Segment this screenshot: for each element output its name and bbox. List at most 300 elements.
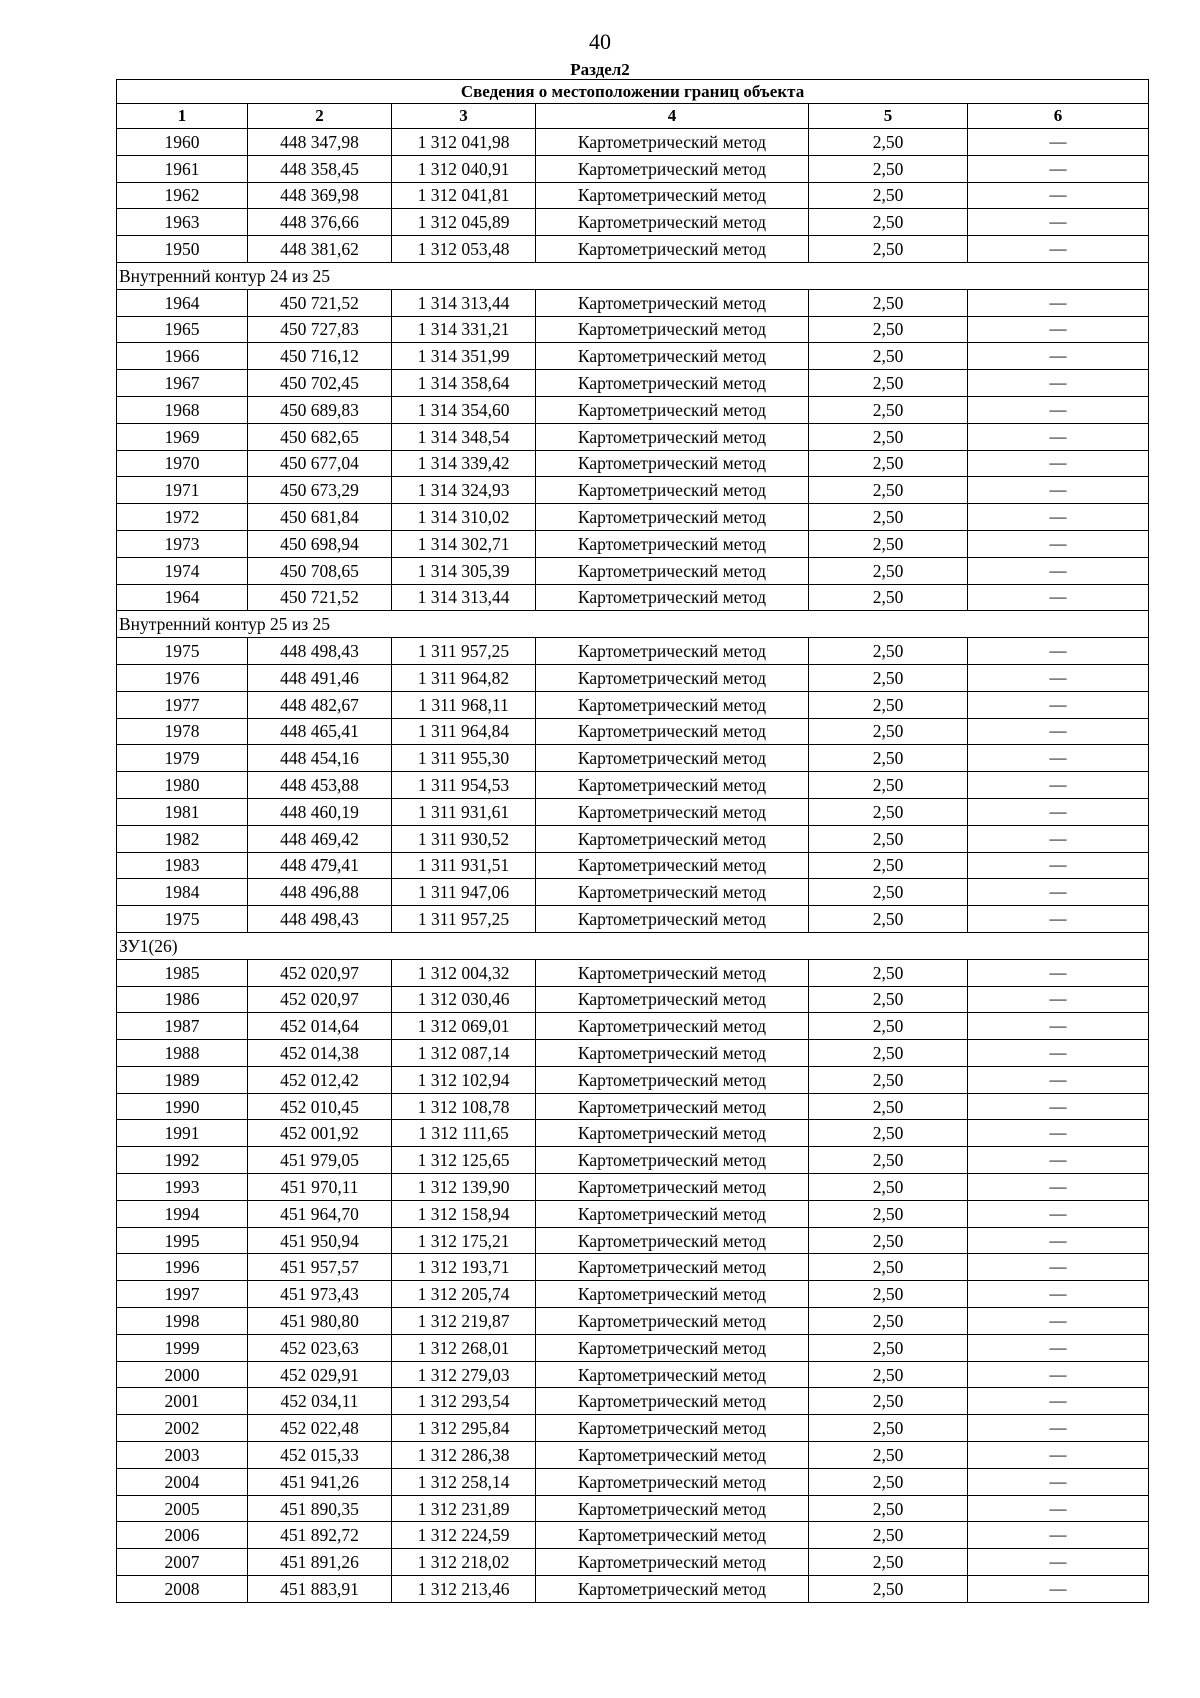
coordinate-y-cell: 1 312 041,98 bbox=[392, 129, 536, 156]
note-cell: — bbox=[968, 906, 1149, 933]
point-number-cell: 1963 bbox=[117, 209, 248, 236]
note-cell: — bbox=[968, 584, 1149, 611]
table-row bbox=[117, 638, 1149, 665]
coordinate-x-cell: 451 892,72 bbox=[248, 1522, 392, 1549]
table-row bbox=[117, 1120, 1149, 1147]
point-number-cell: 1990 bbox=[117, 1093, 248, 1120]
point-number-cell: 2000 bbox=[117, 1361, 248, 1388]
point-number-cell: 1962 bbox=[117, 182, 248, 209]
method-cell: Картометрический метод bbox=[536, 1093, 809, 1120]
table-row bbox=[117, 450, 1149, 477]
coordinate-y-cell: 1 312 053,48 bbox=[392, 236, 536, 263]
point-number-cell: 1974 bbox=[117, 557, 248, 584]
method-cell: Картометрический метод bbox=[536, 959, 809, 986]
coordinate-y-cell: 1 311 957,25 bbox=[392, 906, 536, 933]
coordinate-y-cell: 1 312 193,71 bbox=[392, 1254, 536, 1281]
accuracy-cell: 2,50 bbox=[809, 986, 968, 1013]
point-number-cell: 1972 bbox=[117, 504, 248, 531]
point-number-cell: 2007 bbox=[117, 1549, 248, 1576]
note-cell: — bbox=[968, 155, 1149, 182]
method-cell: Картометрический метод bbox=[536, 906, 809, 933]
table-row bbox=[117, 959, 1149, 986]
coordinate-x-cell: 452 015,33 bbox=[248, 1442, 392, 1469]
point-number-cell: 1999 bbox=[117, 1334, 248, 1361]
note-cell: — bbox=[968, 1174, 1149, 1201]
coordinate-x-cell: 448 469,42 bbox=[248, 825, 392, 852]
coordinate-y-cell: 1 312 219,87 bbox=[392, 1308, 536, 1335]
accuracy-cell: 2,50 bbox=[809, 396, 968, 423]
accuracy-cell: 2,50 bbox=[809, 129, 968, 156]
coordinate-x-cell: 450 721,52 bbox=[248, 289, 392, 316]
coordinate-x-cell: 451 964,70 bbox=[248, 1200, 392, 1227]
method-cell: Картометрический метод bbox=[536, 825, 809, 852]
accuracy-cell: 2,50 bbox=[809, 1388, 968, 1415]
table-row bbox=[117, 718, 1149, 745]
accuracy-cell: 2,50 bbox=[809, 236, 968, 263]
table-row bbox=[117, 236, 1149, 263]
note-cell: — bbox=[968, 1013, 1149, 1040]
note-cell: — bbox=[968, 879, 1149, 906]
coordinate-y-cell: 1 314 313,44 bbox=[392, 584, 536, 611]
coordinate-y-cell: 1 314 305,39 bbox=[392, 557, 536, 584]
accuracy-cell: 2,50 bbox=[809, 343, 968, 370]
coordinate-y-cell: 1 312 218,02 bbox=[392, 1549, 536, 1576]
coordinate-y-cell: 1 312 295,84 bbox=[392, 1415, 536, 1442]
accuracy-cell: 2,50 bbox=[809, 638, 968, 665]
table-row bbox=[117, 584, 1149, 611]
coordinate-x-cell: 450 727,83 bbox=[248, 316, 392, 343]
contour-label: Внутренний контур 24 из 25 bbox=[117, 262, 1149, 289]
accuracy-cell: 2,50 bbox=[809, 691, 968, 718]
method-cell: Картометрический метод bbox=[536, 209, 809, 236]
coordinate-y-cell: 1 312 040,91 bbox=[392, 155, 536, 182]
point-number-cell: 2008 bbox=[117, 1576, 248, 1603]
table-row bbox=[117, 772, 1149, 799]
coordinate-y-cell: 1 314 348,54 bbox=[392, 423, 536, 450]
boundary-coordinates-table bbox=[116, 79, 1149, 1603]
coordinate-y-cell: 1 312 041,81 bbox=[392, 182, 536, 209]
table-row bbox=[117, 1281, 1149, 1308]
coordinate-x-cell: 448 454,16 bbox=[248, 745, 392, 772]
note-cell: — bbox=[968, 129, 1149, 156]
coordinate-y-cell: 1 311 968,11 bbox=[392, 691, 536, 718]
coordinate-x-cell: 452 010,45 bbox=[248, 1093, 392, 1120]
note-cell: — bbox=[968, 343, 1149, 370]
accuracy-cell: 2,50 bbox=[809, 825, 968, 852]
method-cell: Картометрический метод bbox=[536, 664, 809, 691]
note-cell: — bbox=[968, 1442, 1149, 1469]
method-cell: Картометрический метод bbox=[536, 1200, 809, 1227]
table-row bbox=[117, 1468, 1149, 1495]
point-number-cell: 2005 bbox=[117, 1495, 248, 1522]
table-row bbox=[117, 1388, 1149, 1415]
accuracy-cell: 2,50 bbox=[809, 370, 968, 397]
accuracy-cell: 2,50 bbox=[809, 1066, 968, 1093]
column-number-1: 1 bbox=[117, 104, 248, 129]
method-cell: Картометрический метод bbox=[536, 1120, 809, 1147]
method-cell: Картометрический метод bbox=[536, 155, 809, 182]
table-row bbox=[117, 906, 1149, 933]
table-row bbox=[117, 1200, 1149, 1227]
accuracy-cell: 2,50 bbox=[809, 1549, 968, 1576]
table-row bbox=[117, 1308, 1149, 1335]
point-number-cell: 1973 bbox=[117, 530, 248, 557]
coordinate-x-cell: 452 029,91 bbox=[248, 1361, 392, 1388]
accuracy-cell: 2,50 bbox=[809, 557, 968, 584]
method-cell: Картометрический метод bbox=[536, 1254, 809, 1281]
table-row bbox=[117, 504, 1149, 531]
coordinate-y-cell: 1 312 231,89 bbox=[392, 1495, 536, 1522]
point-number-cell: 2004 bbox=[117, 1468, 248, 1495]
coordinate-x-cell: 450 677,04 bbox=[248, 450, 392, 477]
column-number-3: 3 bbox=[392, 104, 536, 129]
note-cell: — bbox=[968, 1361, 1149, 1388]
note-cell: — bbox=[968, 450, 1149, 477]
column-number-6: 6 bbox=[968, 104, 1149, 129]
note-cell: — bbox=[968, 825, 1149, 852]
method-cell: Картометрический метод bbox=[536, 1415, 809, 1442]
contour-label-row bbox=[117, 932, 1149, 959]
coordinate-y-cell: 1 314 313,44 bbox=[392, 289, 536, 316]
coordinate-x-cell: 451 979,05 bbox=[248, 1147, 392, 1174]
table-row bbox=[117, 316, 1149, 343]
coordinate-y-cell: 1 312 125,65 bbox=[392, 1147, 536, 1174]
method-cell: Картометрический метод bbox=[536, 638, 809, 665]
accuracy-cell: 2,50 bbox=[809, 664, 968, 691]
coordinate-x-cell: 448 460,19 bbox=[248, 798, 392, 825]
table-row bbox=[117, 423, 1149, 450]
coordinate-y-cell: 1 312 102,94 bbox=[392, 1066, 536, 1093]
table-row bbox=[117, 1093, 1149, 1120]
method-cell: Картометрический метод bbox=[536, 396, 809, 423]
coordinate-x-cell: 448 498,43 bbox=[248, 638, 392, 665]
coordinate-y-cell: 1 312 158,94 bbox=[392, 1200, 536, 1227]
coordinate-x-cell: 448 482,67 bbox=[248, 691, 392, 718]
accuracy-cell: 2,50 bbox=[809, 584, 968, 611]
coordinate-x-cell: 452 001,92 bbox=[248, 1120, 392, 1147]
table-row bbox=[117, 1549, 1149, 1576]
accuracy-cell: 2,50 bbox=[809, 289, 968, 316]
point-number-cell: 1965 bbox=[117, 316, 248, 343]
accuracy-cell: 2,50 bbox=[809, 423, 968, 450]
method-cell: Картометрический метод bbox=[536, 1549, 809, 1576]
table-row bbox=[117, 879, 1149, 906]
note-cell: — bbox=[968, 1093, 1149, 1120]
point-number-cell: 1966 bbox=[117, 343, 248, 370]
point-number-cell: 2002 bbox=[117, 1415, 248, 1442]
note-cell: — bbox=[968, 370, 1149, 397]
coordinate-x-cell: 450 716,12 bbox=[248, 343, 392, 370]
point-number-cell: 1984 bbox=[117, 879, 248, 906]
note-cell: — bbox=[968, 745, 1149, 772]
table-row bbox=[117, 1334, 1149, 1361]
table-body bbox=[117, 129, 1149, 1603]
point-number-cell: 1967 bbox=[117, 370, 248, 397]
accuracy-cell: 2,50 bbox=[809, 1522, 968, 1549]
coordinate-x-cell: 452 014,38 bbox=[248, 1040, 392, 1067]
coordinate-y-cell: 1 312 139,90 bbox=[392, 1174, 536, 1201]
coordinate-x-cell: 452 014,64 bbox=[248, 1013, 392, 1040]
note-cell: — bbox=[968, 638, 1149, 665]
point-number-cell: 2003 bbox=[117, 1442, 248, 1469]
coordinate-x-cell: 448 376,66 bbox=[248, 209, 392, 236]
point-number-cell: 1978 bbox=[117, 718, 248, 745]
table-row bbox=[117, 798, 1149, 825]
coordinate-x-cell: 448 358,45 bbox=[248, 155, 392, 182]
point-number-cell: 1970 bbox=[117, 450, 248, 477]
coordinate-y-cell: 1 312 213,46 bbox=[392, 1576, 536, 1603]
accuracy-cell: 2,50 bbox=[809, 1147, 968, 1174]
point-number-cell: 1994 bbox=[117, 1200, 248, 1227]
note-cell: — bbox=[968, 1254, 1149, 1281]
note-cell: — bbox=[968, 316, 1149, 343]
method-cell: Картометрический метод bbox=[536, 745, 809, 772]
table-row bbox=[117, 852, 1149, 879]
contour-label: Внутренний контур 25 из 25 bbox=[117, 611, 1149, 638]
note-cell: — bbox=[968, 504, 1149, 531]
table-row bbox=[117, 664, 1149, 691]
method-cell: Картометрический метод bbox=[536, 986, 809, 1013]
method-cell: Картометрический метод bbox=[536, 772, 809, 799]
coordinate-y-cell: 1 311 957,25 bbox=[392, 638, 536, 665]
method-cell: Картометрический метод bbox=[536, 504, 809, 531]
coordinate-y-cell: 1 312 258,14 bbox=[392, 1468, 536, 1495]
coordinate-x-cell: 451 973,43 bbox=[248, 1281, 392, 1308]
table-row bbox=[117, 1254, 1149, 1281]
table-row bbox=[117, 1227, 1149, 1254]
method-cell: Картометрический метод bbox=[536, 423, 809, 450]
coordinate-y-cell: 1 314 351,99 bbox=[392, 343, 536, 370]
method-cell: Картометрический метод bbox=[536, 1442, 809, 1469]
method-cell: Картометрический метод bbox=[536, 1495, 809, 1522]
coordinate-y-cell: 1 314 331,21 bbox=[392, 316, 536, 343]
accuracy-cell: 2,50 bbox=[809, 906, 968, 933]
note-cell: — bbox=[968, 1066, 1149, 1093]
note-cell: — bbox=[968, 557, 1149, 584]
coordinate-y-cell: 1 314 339,42 bbox=[392, 450, 536, 477]
table-row bbox=[117, 1013, 1149, 1040]
point-number-cell: 1961 bbox=[117, 155, 248, 182]
accuracy-cell: 2,50 bbox=[809, 718, 968, 745]
note-cell: — bbox=[968, 1576, 1149, 1603]
method-cell: Картометрический метод bbox=[536, 477, 809, 504]
coordinate-x-cell: 452 034,11 bbox=[248, 1388, 392, 1415]
point-number-cell: 1960 bbox=[117, 129, 248, 156]
note-cell: — bbox=[968, 236, 1149, 263]
accuracy-cell: 2,50 bbox=[809, 1013, 968, 1040]
note-cell: — bbox=[968, 1388, 1149, 1415]
accuracy-cell: 2,50 bbox=[809, 504, 968, 531]
note-cell: — bbox=[968, 477, 1149, 504]
method-cell: Картометрический метод bbox=[536, 584, 809, 611]
method-cell: Картометрический метод bbox=[536, 1468, 809, 1495]
column-number-2: 2 bbox=[248, 104, 392, 129]
contour-label: ЗУ1(26) bbox=[117, 932, 1149, 959]
method-cell: Картометрический метод bbox=[536, 557, 809, 584]
method-cell: Картометрический метод bbox=[536, 691, 809, 718]
point-number-cell: 1969 bbox=[117, 423, 248, 450]
coordinate-x-cell: 451 970,11 bbox=[248, 1174, 392, 1201]
accuracy-cell: 2,50 bbox=[809, 1334, 968, 1361]
coordinate-y-cell: 1 314 324,93 bbox=[392, 477, 536, 504]
coordinate-x-cell: 448 491,46 bbox=[248, 664, 392, 691]
method-cell: Картометрический метод bbox=[536, 370, 809, 397]
point-number-cell: 1981 bbox=[117, 798, 248, 825]
method-cell: Картометрический метод bbox=[536, 530, 809, 557]
note-cell: — bbox=[968, 182, 1149, 209]
table-row bbox=[117, 1174, 1149, 1201]
point-number-cell: 2001 bbox=[117, 1388, 248, 1415]
note-cell: — bbox=[968, 772, 1149, 799]
table-row bbox=[117, 1415, 1149, 1442]
point-number-cell: 1968 bbox=[117, 396, 248, 423]
accuracy-cell: 2,50 bbox=[809, 182, 968, 209]
table-row bbox=[117, 370, 1149, 397]
coordinate-y-cell: 1 314 354,60 bbox=[392, 396, 536, 423]
coordinate-x-cell: 448 369,98 bbox=[248, 182, 392, 209]
coordinate-y-cell: 1 314 302,71 bbox=[392, 530, 536, 557]
table-row bbox=[117, 343, 1149, 370]
note-cell: — bbox=[968, 1415, 1149, 1442]
method-cell: Картометрический метод bbox=[536, 289, 809, 316]
accuracy-cell: 2,50 bbox=[809, 745, 968, 772]
coordinate-y-cell: 1 311 964,84 bbox=[392, 718, 536, 745]
coordinate-x-cell: 448 465,41 bbox=[248, 718, 392, 745]
point-number-cell: 1950 bbox=[117, 236, 248, 263]
method-cell: Картометрический метод bbox=[536, 343, 809, 370]
coordinate-x-cell: 450 682,65 bbox=[248, 423, 392, 450]
table-row bbox=[117, 1040, 1149, 1067]
accuracy-cell: 2,50 bbox=[809, 1254, 968, 1281]
point-number-cell: 1964 bbox=[117, 289, 248, 316]
point-number-cell: 1988 bbox=[117, 1040, 248, 1067]
point-number-cell: 1979 bbox=[117, 745, 248, 772]
accuracy-cell: 2,50 bbox=[809, 1442, 968, 1469]
accuracy-cell: 2,50 bbox=[809, 155, 968, 182]
method-cell: Картометрический метод bbox=[536, 1576, 809, 1603]
coordinate-x-cell: 450 702,45 bbox=[248, 370, 392, 397]
table-row bbox=[117, 129, 1149, 156]
table-row bbox=[117, 182, 1149, 209]
coordinate-x-cell: 450 673,29 bbox=[248, 477, 392, 504]
method-cell: Картометрический метод bbox=[536, 1388, 809, 1415]
method-cell: Картометрический метод bbox=[536, 852, 809, 879]
coordinate-y-cell: 1 311 954,53 bbox=[392, 772, 536, 799]
method-cell: Картометрический метод bbox=[536, 1522, 809, 1549]
coordinate-x-cell: 451 883,91 bbox=[248, 1576, 392, 1603]
note-cell: — bbox=[968, 1468, 1149, 1495]
coordinate-x-cell: 451 980,80 bbox=[248, 1308, 392, 1335]
point-number-cell: 1982 bbox=[117, 825, 248, 852]
page-number: 40 bbox=[589, 29, 611, 54]
accuracy-cell: 2,50 bbox=[809, 450, 968, 477]
method-cell: Картометрический метод bbox=[536, 1308, 809, 1335]
note-cell: — bbox=[968, 1040, 1149, 1067]
method-cell: Картометрический метод bbox=[536, 236, 809, 263]
coordinate-y-cell: 1 311 947,06 bbox=[392, 879, 536, 906]
accuracy-cell: 2,50 bbox=[809, 1468, 968, 1495]
table-row bbox=[117, 289, 1149, 316]
table-row bbox=[117, 1066, 1149, 1093]
coordinate-x-cell: 448 347,98 bbox=[248, 129, 392, 156]
coordinate-x-cell: 452 020,97 bbox=[248, 959, 392, 986]
coordinate-y-cell: 1 312 111,65 bbox=[392, 1120, 536, 1147]
note-cell: — bbox=[968, 1200, 1149, 1227]
note-cell: — bbox=[968, 1495, 1149, 1522]
point-number-cell: 1983 bbox=[117, 852, 248, 879]
table-caption: Сведения о местоположении границ объекта bbox=[117, 80, 1149, 104]
point-number-cell: 1998 bbox=[117, 1308, 248, 1335]
coordinate-y-cell: 1 311 955,30 bbox=[392, 745, 536, 772]
coordinate-y-cell: 1 312 224,59 bbox=[392, 1522, 536, 1549]
point-number-cell: 1995 bbox=[117, 1227, 248, 1254]
accuracy-cell: 2,50 bbox=[809, 959, 968, 986]
table-row bbox=[117, 1495, 1149, 1522]
table-row bbox=[117, 530, 1149, 557]
point-number-cell: 1971 bbox=[117, 477, 248, 504]
point-number-cell: 1996 bbox=[117, 1254, 248, 1281]
accuracy-cell: 2,50 bbox=[809, 879, 968, 906]
accuracy-cell: 2,50 bbox=[809, 1120, 968, 1147]
point-number-cell: 2006 bbox=[117, 1522, 248, 1549]
coordinate-y-cell: 1 312 108,78 bbox=[392, 1093, 536, 1120]
table-row bbox=[117, 396, 1149, 423]
method-cell: Картометрический метод bbox=[536, 450, 809, 477]
point-number-cell: 1985 bbox=[117, 959, 248, 986]
coordinate-y-cell: 1 314 358,64 bbox=[392, 370, 536, 397]
coordinate-y-cell: 1 312 205,74 bbox=[392, 1281, 536, 1308]
accuracy-cell: 2,50 bbox=[809, 1415, 968, 1442]
table-row bbox=[117, 1576, 1149, 1603]
table-row bbox=[117, 557, 1149, 584]
table-row bbox=[117, 209, 1149, 236]
coordinate-x-cell: 452 020,97 bbox=[248, 986, 392, 1013]
note-cell: — bbox=[968, 1334, 1149, 1361]
coordinate-x-cell: 448 453,88 bbox=[248, 772, 392, 799]
coordinate-y-cell: 1 312 069,01 bbox=[392, 1013, 536, 1040]
point-number-cell: 1993 bbox=[117, 1174, 248, 1201]
point-number-cell: 1980 bbox=[117, 772, 248, 799]
note-cell: — bbox=[968, 289, 1149, 316]
note-cell: — bbox=[968, 852, 1149, 879]
coordinate-x-cell: 452 022,48 bbox=[248, 1415, 392, 1442]
coordinate-y-cell: 1 311 964,82 bbox=[392, 664, 536, 691]
accuracy-cell: 2,50 bbox=[809, 530, 968, 557]
column-number-4: 4 bbox=[536, 104, 809, 129]
note-cell: — bbox=[968, 1549, 1149, 1576]
section-title: Раздел2 bbox=[570, 60, 630, 79]
method-cell: Картометрический метод bbox=[536, 718, 809, 745]
point-number-cell: 1997 bbox=[117, 1281, 248, 1308]
accuracy-cell: 2,50 bbox=[809, 477, 968, 504]
coordinate-y-cell: 1 312 030,46 bbox=[392, 986, 536, 1013]
note-cell: — bbox=[968, 423, 1149, 450]
coordinate-x-cell: 448 381,62 bbox=[248, 236, 392, 263]
coordinate-y-cell: 1 312 175,21 bbox=[392, 1227, 536, 1254]
note-cell: — bbox=[968, 1120, 1149, 1147]
coordinate-x-cell: 450 721,52 bbox=[248, 584, 392, 611]
column-number-row bbox=[117, 104, 1149, 129]
method-cell: Картометрический метод bbox=[536, 1013, 809, 1040]
accuracy-cell: 2,50 bbox=[809, 1308, 968, 1335]
accuracy-cell: 2,50 bbox=[809, 209, 968, 236]
coordinate-x-cell: 448 498,43 bbox=[248, 906, 392, 933]
table-row bbox=[117, 1442, 1149, 1469]
accuracy-cell: 2,50 bbox=[809, 1227, 968, 1254]
accuracy-cell: 2,50 bbox=[809, 1200, 968, 1227]
method-cell: Картометрический метод bbox=[536, 182, 809, 209]
table-row bbox=[117, 1361, 1149, 1388]
